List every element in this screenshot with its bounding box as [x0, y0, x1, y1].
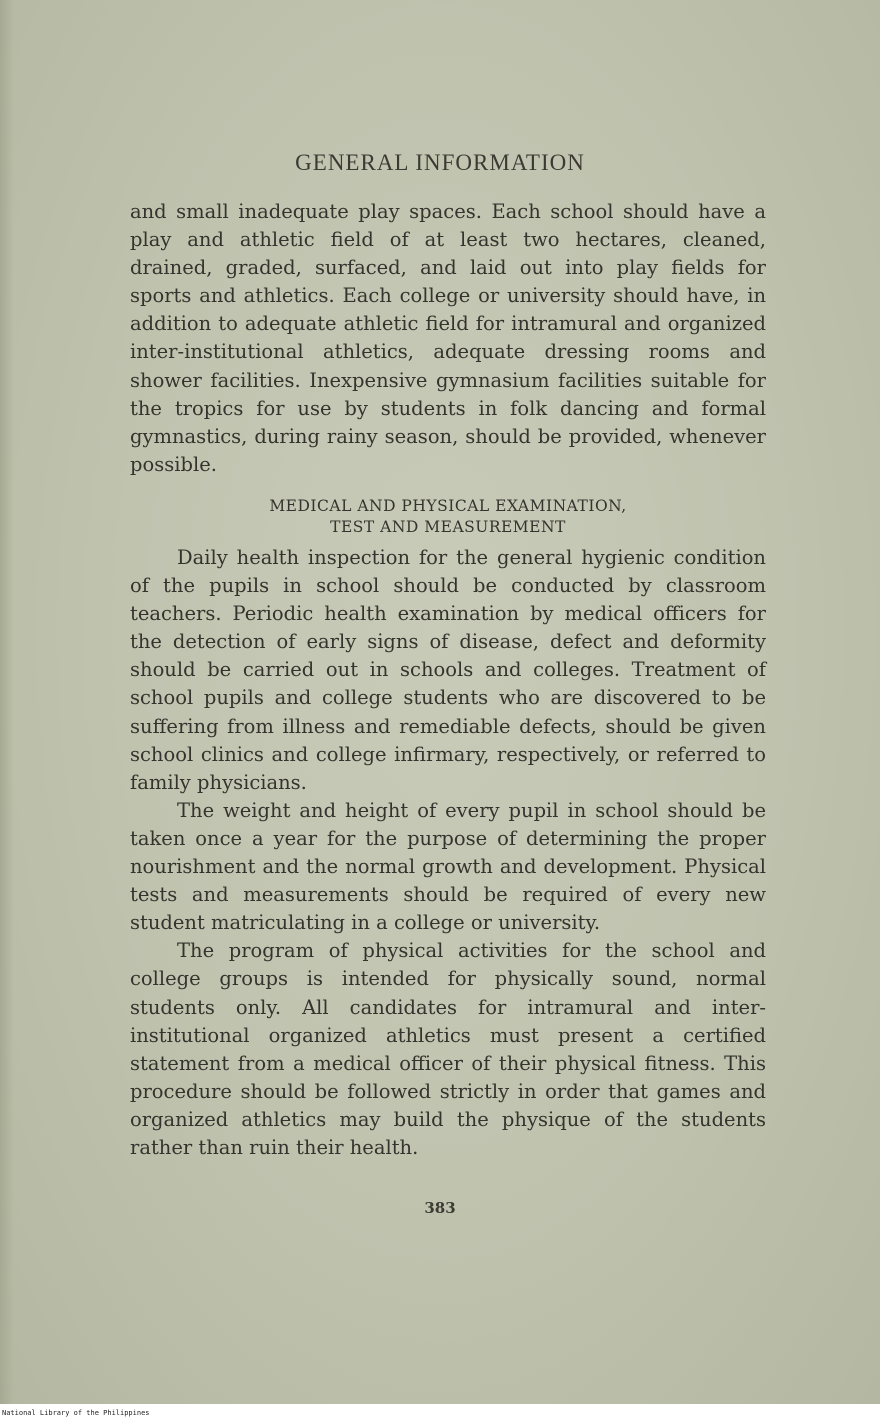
paragraph-physical-activities: The program of physical activities for the school and college groups is intended for physically sound, normal students only. All candidates for intramural and inter-institutional organized athletics must present a certified statement from a medical officer of their physical fitness. This procedure should be followed strictly in order that games and organized athletics may build the physique of the students rather than ruin their health. [130, 939, 766, 1159]
running-head: GENERAL INFORMATION [295, 150, 585, 175]
paragraph-health-inspection: Daily health inspection for the general hygienic condition of the pupils in school should be conducted by classroom teachers. Periodic health examination by medical officers for the detection of early signs of disease, defect and deformity should be carried out in schools and colleges. Treatment of school pupils and college students who are discovered to be suffering from illness and remediable defects, should be given school clinics and college infirmary, respectively, or referred to family physicians. [130, 546, 766, 794]
gutter-shadow [0, 0, 14, 1404]
continued-paragraph-block [130, 198, 766, 479]
section-heading-line-2: TEST AND MEASUREMENT [330, 518, 566, 536]
paragraph-continued: and small inadequate play spaces. Each school should have a play and athletic field of at least two hectares, cleaned, drained, graded, surfaced, and laid out into play fields for sports and athletics. Each college or university should have, in addition to adequate athletic field for intramural and organized inter-institutional athletics, adequate dressing rooms and shower facilities. Inexpensive gymnasium facilities suitable for the tropics for use by students in folk dancing and formal gymnastics, during rainy season, should be provided, whenever possible. [130, 200, 766, 476]
section-heading-line-1: MEDICAL AND PHYSICAL EXAMINATION, [269, 497, 627, 515]
page-number: 383 [424, 1199, 456, 1217]
section-body [130, 544, 766, 1162]
library-credit: National Library of the Philippines [2, 1409, 150, 1417]
section-heading [130, 496, 766, 538]
paragraph-weight-height: The weight and height of every pupil in school should be taken once a year for the purpose of determining the proper nourishment and the normal growth and development. Physical tests and measurements should be required of every new student matriculating in a college or university. [130, 798, 766, 935]
